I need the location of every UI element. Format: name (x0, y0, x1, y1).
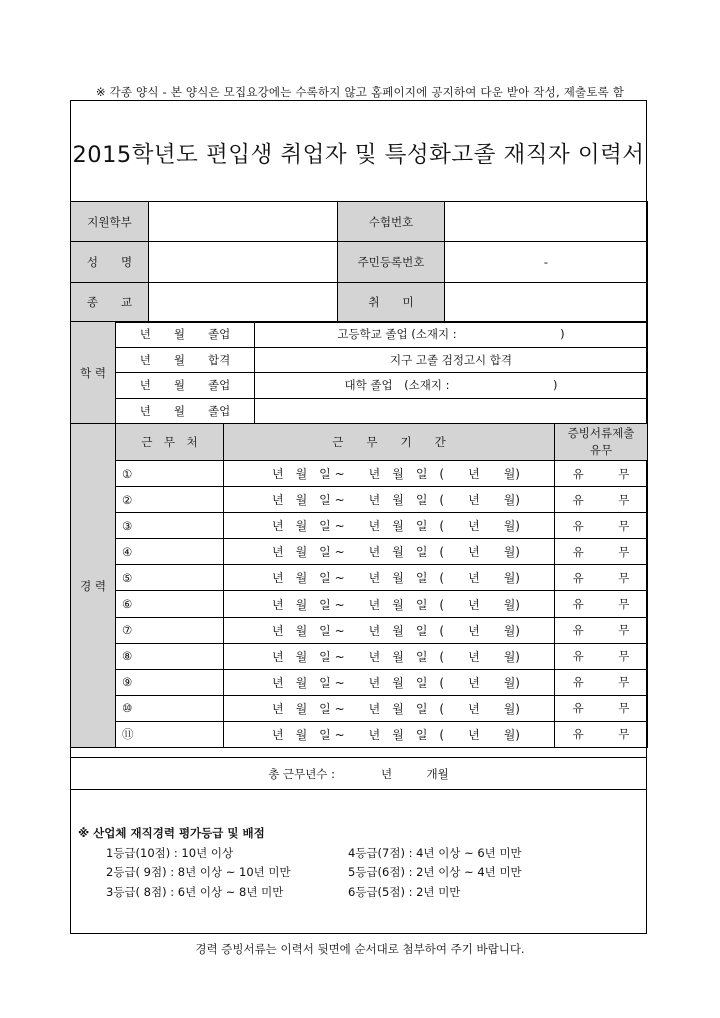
name-field[interactable] (149, 242, 338, 282)
hobby-label: 취 미 (338, 282, 445, 322)
career-table (70, 423, 648, 748)
education-detail[interactable]: 지구 고졸 검정고시 합격 (255, 347, 648, 373)
dept-field[interactable] (149, 202, 338, 242)
career-proof[interactable]: 유 무 (555, 695, 648, 721)
exam-no-label: 수험번호 (338, 202, 445, 242)
education-table (70, 321, 648, 424)
career-period[interactable]: 년 월 일 ~ 년 월 일 ( 년 월) (224, 513, 555, 539)
grade-right: 4등급(7점) : 4년 이상 ~ 6년 미만 (348, 845, 522, 860)
career-no[interactable]: ② (116, 487, 224, 513)
career-proof[interactable]: 유 무 (555, 643, 648, 669)
exam-no-field[interactable] (445, 202, 648, 242)
education-date[interactable]: 년 월 졸업 (116, 322, 255, 348)
col-proof: 증빙서류제출 유무 (555, 424, 648, 461)
career-period[interactable]: 년 월 일 ~ 년 월 일 ( 년 월) (224, 487, 555, 513)
grade-criteria (78, 824, 522, 902)
career-period[interactable]: 년 월 일 ~ 년 월 일 ( 년 월) (224, 591, 555, 617)
career-no[interactable]: ⑨ (116, 669, 224, 695)
education-section-label: 학 력 (71, 322, 116, 424)
career-proof[interactable]: 유 무 (555, 539, 648, 565)
career-period[interactable]: 년 월 일 ~ 년 월 일 ( 년 월) (224, 721, 555, 747)
career-period[interactable]: 년 월 일 ~ 년 월 일 ( 년 월) (224, 461, 555, 487)
notice-text: ※ 각종 양식 - 본 양식은 모집요강에는 수록하지 않고 홈페이지에 공지하여 다운 받아 작성, 제출토록 함 (95, 85, 625, 99)
col-period: 근 무 기 간 (224, 424, 555, 461)
education-detail[interactable]: 고등학교 졸업 (소재지 : ) (255, 322, 648, 348)
career-no[interactable]: ① (116, 461, 224, 487)
col-workplace: 근 무 처 (116, 424, 224, 461)
grade-line (78, 863, 522, 883)
grade-left: 2등급( 9점) : 8년 이상 ~ 10년 미만 (106, 865, 291, 879)
career-proof[interactable]: 유 무 (555, 565, 648, 591)
rrn-label: 주민등록번호 (338, 242, 445, 282)
career-proof[interactable]: 유 무 (555, 461, 648, 487)
career-total[interactable]: 총 근무년수 : 년 개월 (71, 758, 647, 790)
career-proof[interactable]: 유 무 (555, 591, 648, 617)
career-no[interactable]: ⑥ (116, 591, 224, 617)
career-period[interactable]: 년 월 일 ~ 년 월 일 ( 년 월) (224, 565, 555, 591)
name-label: 성 명 (71, 242, 149, 282)
career-period[interactable]: 년 월 일 ~ 년 월 일 ( 년 월) (224, 643, 555, 669)
education-detail[interactable]: 대학 졸업 (소재지 : ) (255, 373, 648, 399)
career-no[interactable]: ④ (116, 539, 224, 565)
career-proof[interactable]: 유 무 (555, 721, 648, 747)
rrn-field[interactable]: - (445, 242, 648, 282)
grade-left: 1등급(10점) : 10년 이상 (106, 845, 234, 860)
career-period[interactable]: 년 월 일 ~ 년 월 일 ( 년 월) (224, 617, 555, 643)
education-date[interactable]: 년 월 졸업 (116, 373, 255, 399)
education-date[interactable]: 년 월 합격 (116, 347, 255, 373)
career-section-label: 경 력 (71, 424, 116, 748)
religion-label: 종 교 (71, 282, 149, 322)
grade-right: 5등급(6점) : 2년 이상 ~ 4년 미만 (348, 865, 522, 879)
form-title: 2015학년도 편입생 취업자 및 특성화고졸 재직자 이력서 (72, 142, 645, 168)
career-no[interactable]: ③ (116, 513, 224, 539)
grade-right: 6등급(5점) : 2년 미만 (348, 884, 461, 899)
footer-note: 경력 증빙서류는 이력서 뒷면에 순서대로 첨부하여 주기 바랍니다. (195, 942, 525, 956)
career-period[interactable]: 년 월 일 ~ 년 월 일 ( 년 월) (224, 695, 555, 721)
career-no[interactable]: ⑪ (116, 721, 224, 747)
grade-left: 3등급( 8점) : 6년 이상 ~ 8년 미만 (106, 884, 284, 899)
grade-line (78, 883, 461, 903)
dept-label: 지원학부 (71, 202, 149, 242)
career-proof[interactable]: 유 무 (555, 669, 648, 695)
education-date[interactable]: 년 월 졸업 (116, 398, 255, 424)
religion-field[interactable] (149, 282, 338, 322)
career-no[interactable]: ⑦ (116, 617, 224, 643)
career-no[interactable]: ⑩ (116, 695, 224, 721)
career-period[interactable]: 년 월 일 ~ 년 월 일 ( 년 월) (224, 669, 555, 695)
career-no[interactable]: ⑤ (116, 565, 224, 591)
career-no[interactable]: ⑧ (116, 643, 224, 669)
career-period[interactable]: 년 월 일 ~ 년 월 일 ( 년 월) (224, 539, 555, 565)
grade-line (78, 844, 522, 864)
career-total-table (70, 757, 647, 790)
career-proof[interactable]: 유 무 (555, 513, 648, 539)
hobby-field[interactable] (445, 282, 648, 322)
career-proof[interactable]: 유 무 (555, 617, 648, 643)
grade-heading: ※ 산업체 재직경력 평가등급 및 배점 (78, 826, 265, 840)
career-proof[interactable]: 유 무 (555, 487, 648, 513)
basic-info-table (70, 201, 648, 323)
education-detail[interactable] (255, 398, 648, 424)
